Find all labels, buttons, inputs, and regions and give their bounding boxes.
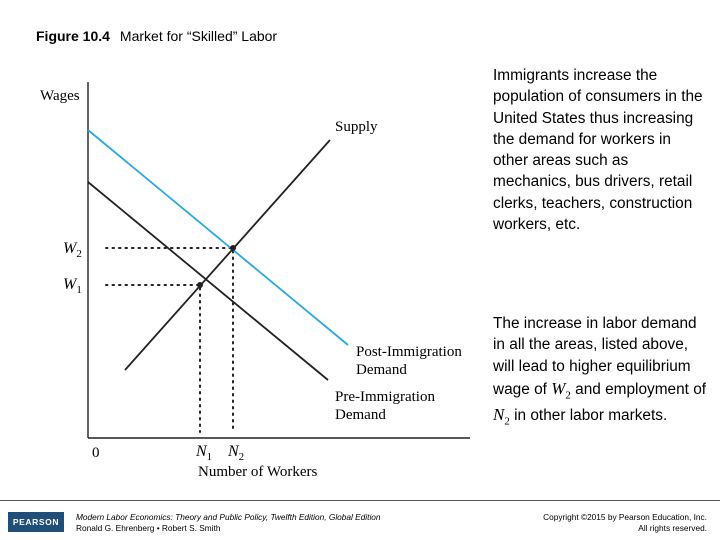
post-demand-label-line2: Demand	[356, 362, 407, 378]
paragraph2-start: The increase in labor demand in all the areas, listed above, will lead to higher equilibrium wage of	[493, 315, 697, 398]
x-axis-label: Number of Workers	[198, 464, 318, 480]
book-title: Modern Labor Economics: Theory and Public Policy, Twelfth Edition, Global Edition	[76, 512, 381, 522]
rights-line: All rights reserved.	[638, 523, 707, 534]
n1-label: $N_1$	[196, 443, 213, 463]
origin-label: 0	[92, 445, 100, 461]
n2-inline-symbol: $N_2$	[493, 405, 510, 428]
paragraph2-end: in other labor markets.	[509, 407, 668, 425]
pearson-logo: PEARSON	[8, 512, 64, 532]
y-axis-label: Wages	[40, 88, 80, 104]
w2-inline-symbol: $W_2$	[551, 378, 571, 402]
w1-label: $W_1$	[63, 276, 82, 296]
supply-label: Supply	[335, 119, 378, 135]
supply-curve	[125, 140, 330, 370]
paragraph2-middle: and employment of	[570, 380, 707, 398]
n2-label: $N_2$	[228, 443, 245, 463]
post-immigration-equilibrium-point	[230, 245, 236, 251]
pre-demand-label-line1: Pre-Immigration	[335, 389, 435, 405]
post-demand-label-line1: Post-Immigration	[356, 344, 462, 360]
pre-immigration-demand-curve	[88, 182, 328, 380]
copyright-line: Copyright ©2015 by Pearson Education, Inc.	[543, 512, 707, 522]
book-credit	[76, 512, 381, 534]
authors: Ronald G. Ehrenberg • Robert S. Smith	[76, 523, 221, 534]
pre-immigration-equilibrium-point	[197, 282, 203, 288]
figure-title: Market for “Skilled” Labor	[119, 28, 278, 44]
pre-demand-label-line2: Demand	[335, 407, 386, 423]
sidebar-paragraph-1	[493, 65, 708, 235]
immigration-effect-text: Immigrants increase the population of consumers in the United States thus increasing the demand for workers in other areas such as mechanics, bus drivers, retail clerks, teachers, construction workers, etc.	[493, 67, 703, 233]
w2-label: $W_2$	[63, 240, 82, 260]
footer-divider	[0, 500, 720, 501]
sidebar-paragraph-2	[493, 313, 708, 430]
figure-number: Figure 10.4	[36, 28, 110, 44]
copyright-notice	[543, 512, 707, 534]
equilibrium-effect-text	[493, 313, 708, 430]
